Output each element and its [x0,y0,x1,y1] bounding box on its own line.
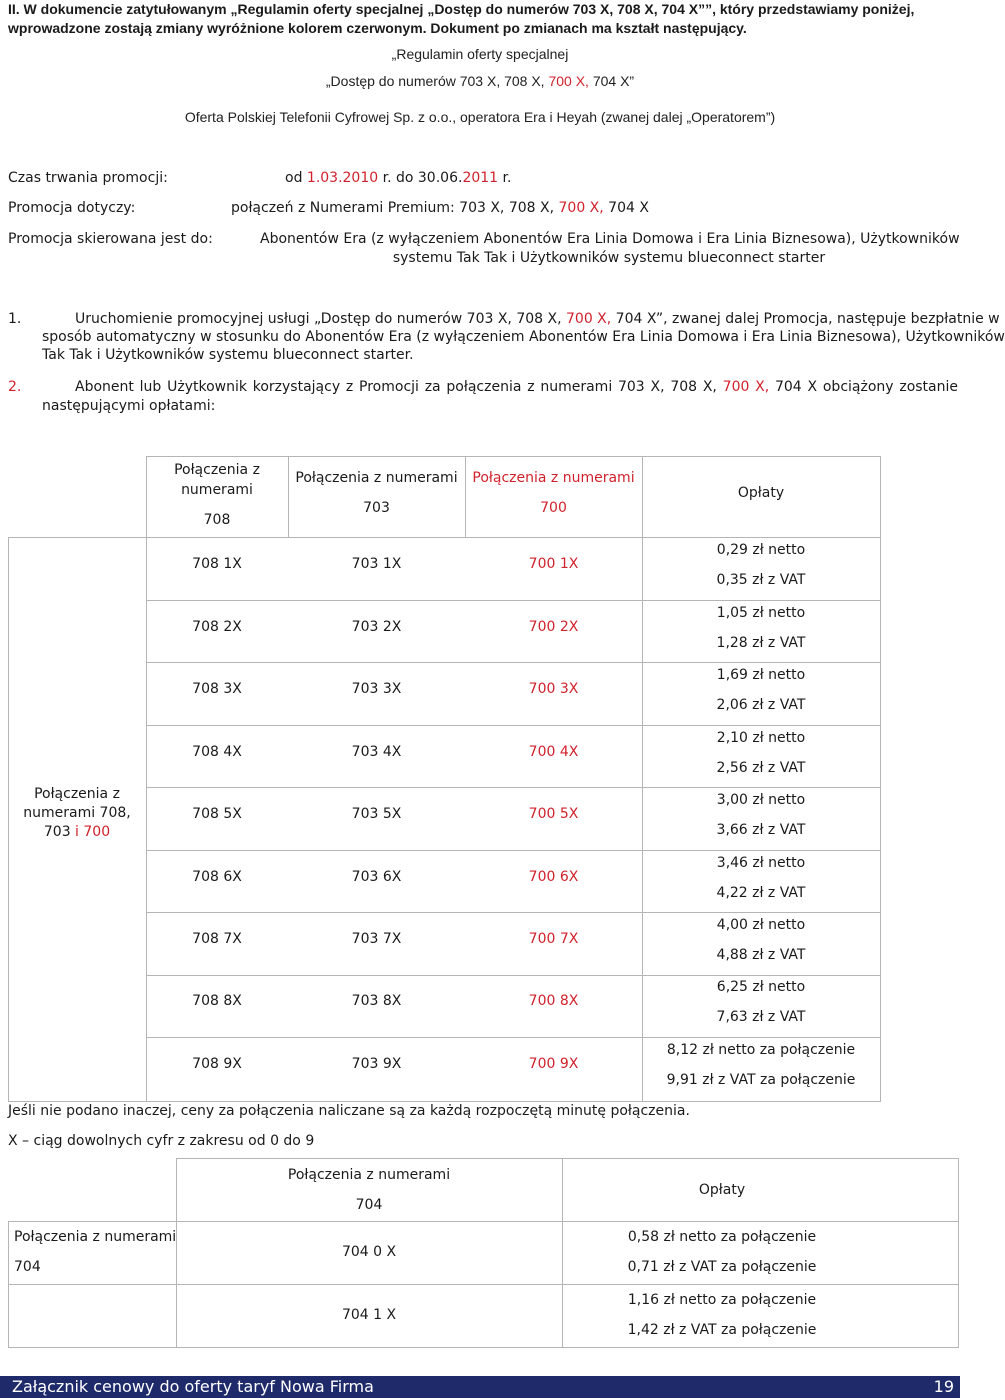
cell-703: 703 1X [351,556,402,572]
header-703 [288,463,465,523]
cell-fee-vat: 2,56 zł z VAT [716,760,806,776]
cell-fee-vat: 4,22 zł z VAT [716,885,806,901]
cell-fee-net: 3,00 zł netto [716,792,806,808]
cell-fee-net: 3,46 zł netto [716,855,806,871]
cell-fee-net: 6,25 zł netto [716,979,806,995]
cell-703: 703 2X [351,619,402,635]
table1-top-border [146,456,881,457]
header-704-line: Połączenia z numerami [287,1167,451,1183]
cell-fee-net: 0,58 zł netto za połączenie [627,1229,817,1245]
cell-fee-vat: 0,35 zł z VAT [716,572,806,588]
table1-row [146,660,880,722]
cell-708: 708 6X [192,869,242,885]
header-703-number: 703 [363,500,390,516]
point-1-text-end: 704 X”, zwanej dalej Promocja, następuje bezpłatnie w [611,311,1000,327]
cell-fee-vat: 3,66 zł z VAT [716,822,806,838]
cell-703: 703 6X [351,869,402,885]
cell-708: 708 5X [192,806,242,822]
point-1-red: 700 X, [566,311,612,327]
cell-700: 700 9X [528,1056,579,1072]
note-x-definition: X – ciąg dowolnych cyfr z zakresu od 0 do 9 [8,1133,315,1149]
header-fees: Opłaty [737,485,785,501]
header-703-line: Połączenia z numerami [295,470,458,486]
cell-fee-net: 8,12 zł netto za połączenie [666,1042,856,1058]
point-2-line-1 [75,379,958,395]
doc-title-line-1: „Regulamin oferty specjalnej [391,46,569,62]
rowheader-red: i 700 [75,824,111,840]
cell-fee-net: 0,29 zł netto [716,542,806,558]
cell-fee-net: 1,69 zł netto [716,667,806,683]
header-708-line: Połączenia z [174,462,260,478]
rowheader-708-703-700 [8,785,146,842]
duration-text-end: r. [498,170,512,186]
cell-fee-net: 4,00 zł netto [716,917,806,933]
rowheader-line: Połączenia z [34,786,120,802]
cell-700: 700 6X [528,869,579,885]
table2-top-border [176,1158,958,1159]
footer-title: Załącznik cenowy do oferty taryf Nowa Firma [12,1377,374,1396]
cell-700: 700 4X [528,744,579,760]
table1-row [146,785,880,847]
cell-703: 703 8X [351,993,402,1009]
table2-right-border [958,1158,959,1348]
cell-708: 708 4X [192,744,242,760]
rowheader-line: numerami 708, [23,805,131,821]
table1-row [146,848,880,910]
cell-fee-net: 1,05 zł netto [716,605,806,621]
cell-700: 700 8X [528,993,579,1009]
target-line-1: Abonentów Era (z wyłączeniem Abonentów Era Linia Domowa i Era Linia Biznesowa), Użytkowników [260,231,960,247]
header-708-line: numerami [181,482,253,498]
footer-page-number: 19 [933,1377,954,1396]
cell-704-0: 704 0 X [341,1244,397,1260]
duration-end-year: 2011 [462,170,499,186]
cell-fee-vat: 0,71 zł z VAT za połączenie [627,1259,817,1275]
cell-700: 700 5X [528,806,579,822]
point-2-red: 700 X, [722,379,770,395]
table2-bottom-border [8,1347,958,1348]
header-fees-704: Opłaty [698,1182,746,1198]
header-700 [465,463,642,523]
cell-fee-vat: 9,91 zł z VAT za połączenie [666,1072,856,1088]
header-704 [176,1160,562,1220]
note-per-minute: Jeśli nie podano inaczej, ceny za połączenia naliczane są za każdą rozpoczętą minutę połączenia. [8,1103,690,1119]
point-2-line-2: następującymi opłatami: [42,398,216,414]
cell-708: 708 3X [192,681,242,697]
duration-label: Czas trwania promocji: [8,170,168,186]
cell-703: 703 7X [351,931,402,947]
header-708 [146,460,288,530]
cell-700: 700 1X [528,556,579,572]
cell-703: 703 5X [351,806,402,822]
intro-line-2: wprowadzone zostają zmiany wyróżnione kolorem czerwonym. Dokument po zmianach ma kształt następujący. [8,20,747,36]
scope-text: połączeń z Numerami Premium: 703 X, 708 X, [231,200,559,216]
cell-708: 708 8X [192,993,242,1009]
duration-start: 1.03.2010 [306,170,379,186]
scope-value [231,200,649,216]
rowheader-line-3 [8,823,146,842]
cell-fee-net: 1,16 zł netto za połączenie [627,1292,817,1308]
point-2-text-end: 704 X obciążony zostanie [769,379,958,395]
header-704-number: 704 [355,1197,383,1213]
point-1-line-2: sposób automatyczny w stosunku do Abonentów Era (z wyłączeniem Abonentów Era Linia Domowa i Era Linia Biznesowa), Użytkowników [42,329,1005,345]
target-line-2: systemu Tak Tak i Użytkowników systemu blueconnect starter [392,250,826,266]
duration-value [285,170,511,186]
cell-fee-vat: 4,88 zł z VAT [716,947,806,963]
point-1-line-3: Tak Tak i Użytkowników systemu blueconnect starter. [42,347,414,363]
doc-title-line-2 [0,73,960,89]
scope-red: 700 X, [558,200,604,216]
table1-row [146,972,880,1034]
point-1-number: 1. [8,311,22,327]
doc-title-text-end: 704 X” [588,73,635,89]
table1-row [146,1035,880,1097]
point-1-text: Uruchomienie promocyjnej usługi „Dostęp do numerów 703 X, 708 X, [75,311,566,327]
header-700-line: Połączenia z numerami [472,470,635,486]
cell-708: 708 9X [192,1056,242,1072]
table2-left-border [8,1221,9,1348]
cell-700: 700 3X [528,681,579,697]
table1-row [146,910,880,972]
table1-row [146,535,880,597]
intro-line-1: II. W dokumencie zatytułowanym „Regulamin oferty specjalnej „Dostęp do numerów 703 X, 708 X, 704 X””, który przedstawiamy poniżej, [8,1,915,17]
cell-fee-vat: 7,63 zł z VAT [716,1009,806,1025]
duration-text-mid: r. do 30.06. [378,170,463,186]
point-2-text: Abonent lub Użytkownik korzystający z Promocji za połączenia z numerami 703 X, 708 X, [75,379,723,395]
cell-703: 703 3X [351,681,402,697]
doc-title-line-3: Oferta Polskiej Telefonii Cyfrowej Sp. z o.o., operatora Era i Heyah (zwanej dalej „Operatorem”) [184,109,776,125]
cell-708: 708 2X [192,619,242,635]
cell-708: 708 1X [192,556,242,572]
scope-label: Promocja dotyczy: [8,200,136,216]
doc-title-text: „Dostęp do numerów 703 X, 708 X, [325,73,549,89]
cell-fee-net: 2,10 zł netto [716,730,806,746]
cell-700: 700 7X [528,931,579,947]
rowheader-704 [14,1222,176,1282]
cell-703: 703 9X [351,1056,402,1072]
doc-title-red: 700 X, [548,73,589,89]
intro-paragraph [8,0,958,38]
cell-fee-vat: 1,28 zł z VAT [716,635,806,651]
rowheader-704-line: Połączenia z numerami [14,1229,177,1245]
table1-right-border [880,456,881,1102]
cell-708: 708 7X [192,931,242,947]
table1-bottom-border [8,1101,881,1102]
table1-row [146,723,880,785]
table1-row [146,598,880,660]
cell-704-1: 704 1 X [341,1307,397,1323]
cell-700: 700 2X [528,619,579,635]
rowheader-text: 703 [43,824,76,840]
cell-fee-vat: 1,42 zł z VAT za połączenie [627,1322,817,1338]
header-708-number: 708 [203,512,231,528]
target-label: Promocja skierowana jest do: [8,231,213,247]
cell-703: 703 4X [351,744,402,760]
duration-text: od [285,170,307,186]
point-2-number: 2. [8,379,22,395]
header-700-number: 700 [540,500,567,516]
point-1-line-1 [75,311,1000,327]
cell-fee-vat: 2,06 zł z VAT [716,697,806,713]
rowheader-704-number: 704 [14,1259,41,1275]
scope-text-end: 704 X [603,200,649,216]
